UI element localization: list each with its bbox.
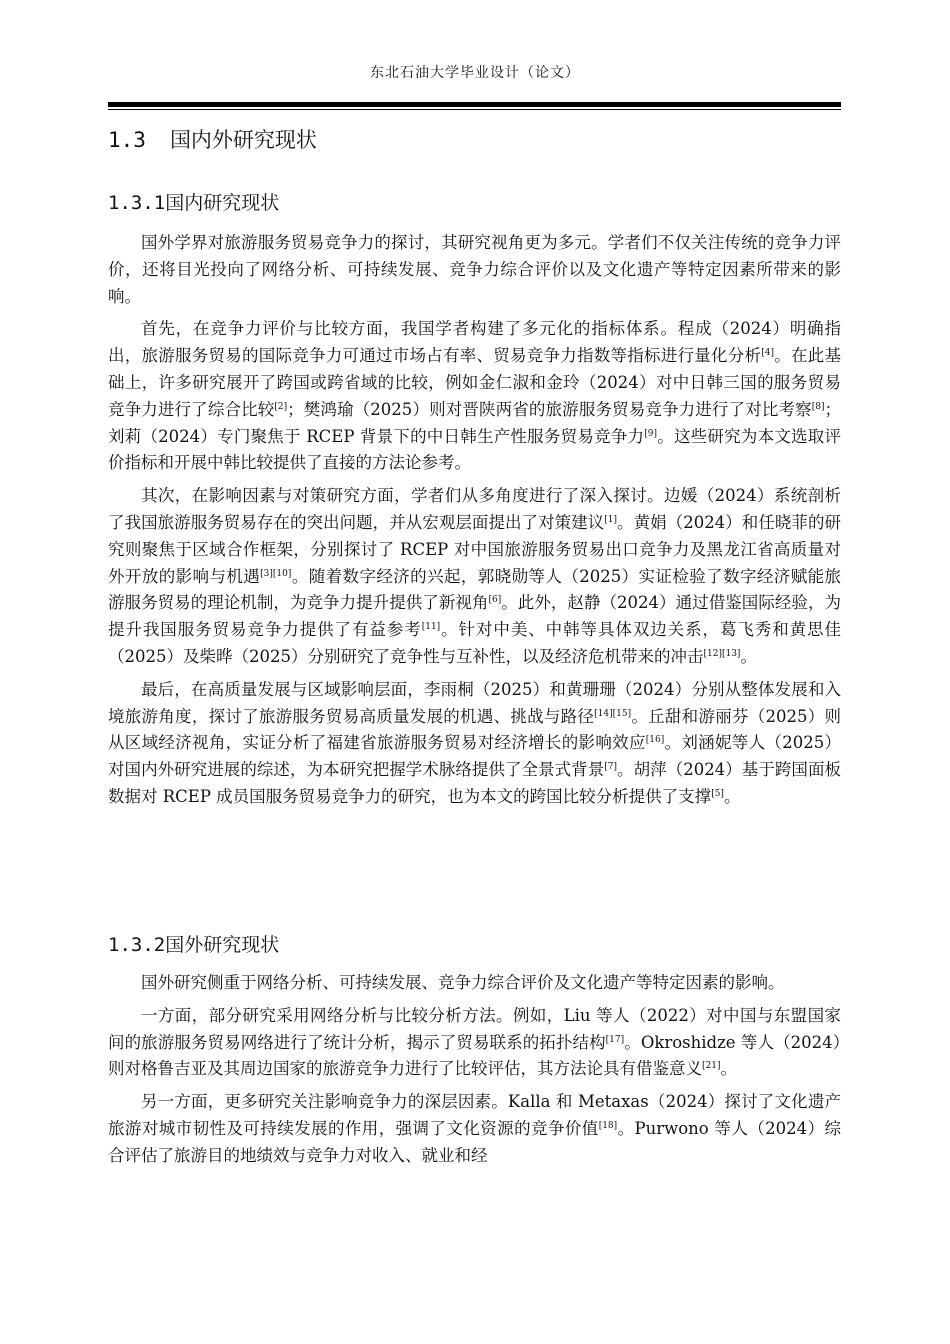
paragraph-text: 。这些研究为本文选取评价指标和开展中韩比较提供了直接的方法论参考。	[108, 426, 841, 473]
header-rule-thick	[108, 102, 841, 107]
citation: [5]	[711, 788, 724, 799]
paragraph-text: 。随着数字经济的兴起，郭晓勋等人（2025）实证检验了数字经济赋能旅游服务贸易的理论机制，为竞争力提升提供了新视角	[108, 566, 842, 613]
subsection-heading-domestic	[108, 188, 279, 215]
foreign-body	[108, 970, 841, 1176]
section-number: 1.3	[108, 128, 146, 152]
subsection-number: 1.3.1	[108, 192, 166, 214]
paragraph-text: 。Purwono 等人（2024）综合评估了旅游目的地绩效与竞争力对收入、就业和经	[108, 1118, 842, 1165]
paragraph-text: 一方面，部分研究采用网络分析与比较分析方法。例如，Liu 等人（2022）对中国与东盟国家间的旅游服务贸易网络进行了统计分析，揭示了贸易联系的拓扑结构	[108, 1005, 841, 1052]
paragraph	[108, 483, 841, 671]
citation: [16]	[645, 735, 665, 746]
running-header: 东北石油大学毕业设计（论文）	[370, 65, 580, 81]
paragraph-text: 。针对中美、中韩等具体双边关系，葛飞秀和黄思佳（2025）及柴晔（2025）分别研究了竞争性与互补性，以及经济危机带来的冲击	[108, 620, 842, 666]
paragraph-text: 。	[740, 646, 757, 666]
citation: [17]	[605, 1034, 625, 1045]
paragraph-text: 首先，在竞争力评价与比较方面，我国学者构建了多元化的指标体系。程成（2024）明确指出，旅游服务贸易的国际竞争力可通过市场占有率、贸易竞争力指数等指标进行量化分析	[108, 319, 841, 366]
citation: [7]	[604, 762, 617, 773]
paragraph-text: 。黄娟（2024）和任晓菲的研究则聚焦于区域合作框架，分别探讨了 RCEP 对中国旅游服务贸易出口竞争力及黑龙江省高质量对外开放的影响与机遇	[108, 512, 841, 586]
paragraph-text: 国外学界对旅游服务贸易竞争力的探讨，其研究视角更为多元。学者们不仅关注传统的竞争力评价，还将目光投向了网络分析、可持续发展、竞争力综合评价以及文化遗产等特定因素所带来的影响。	[108, 233, 841, 306]
paragraph-text: 。丘甜和游丽芬（2025）则从区域经济视角，实证分析了福建省旅游服务贸易对经济增长的影响效应	[108, 706, 842, 753]
citation: [3][10]	[260, 568, 292, 579]
paragraph-text: 。在此基础上，许多研究展开了跨国或跨省域的比较，例如金仁淑和金玲（2024）对中日韩三国的服务贸易竞争力进行了综合比较	[108, 346, 841, 419]
paragraph-text: 国外研究侧重于网络分析、可持续发展、竞争力综合评价及文化遗产等特定因素的影响。	[141, 973, 785, 992]
citation: [21]	[702, 1061, 721, 1072]
paragraph-text: 另一方面，更多研究关注影响竞争力的深层因素。Kalla 和 Metaxas（2024）探讨了文化遗产旅游对城市韧性及可持续发展的作用，强调了文化资源的竞争价值	[108, 1092, 841, 1138]
citation: [9]	[644, 428, 657, 439]
citation: [11]	[421, 622, 441, 633]
subsection-title: 国内研究现状	[165, 192, 280, 214]
domestic-body	[108, 230, 841, 817]
paragraph	[108, 316, 841, 477]
subsection-heading-foreign	[108, 930, 279, 957]
citation: [1]	[604, 514, 617, 525]
paragraph	[108, 970, 841, 997]
paragraph-text: 。刘涵妮等人（2025）对国内外研究进展的综述，为本研究把握学术脉络提供了全景式背景	[108, 733, 842, 780]
citation: [6]	[488, 595, 502, 606]
subsection-number: 1.3.2	[108, 934, 166, 956]
citation: [14][15]	[594, 708, 632, 719]
paragraph-text: 。胡萍（2024）基于跨国面板数据对 RCEP 成员国服务贸易竞争力的研究，也为本文的跨国比较分析提供了支撑	[108, 760, 841, 806]
section-heading	[108, 124, 317, 154]
subsection-title: 国外研究现状	[165, 934, 280, 956]
section-title: 国内外研究现状	[169, 128, 317, 152]
header-rule-thin	[108, 109, 841, 110]
paragraph-text: ；樊鸿瑜（2025）则对晋陕两省的旅游服务贸易竞争力进行了对比考察	[287, 399, 812, 419]
paragraph	[108, 230, 841, 310]
citation: [12][13]	[703, 648, 741, 659]
paragraph	[108, 1089, 841, 1169]
paragraph	[108, 677, 841, 811]
paragraph-text: 。此外，赵静（2024）通过借鉴国际经验，为提升我国服务贸易竞争力提供了有益参考	[108, 593, 842, 640]
paragraph-text: ；刘莉（2024）专门聚焦于 RCEP 背景下的中日韩生产性服务贸易竞争力	[108, 399, 841, 446]
paragraph-text: 。	[723, 786, 741, 806]
paragraph-text: 最后，在高质量发展与区域影响层面，李雨桐（2025）和黄珊珊（2024）分别从整体发展和入境旅游角度，探讨了旅游服务贸易高质量发展的机遇、挑战与路径	[108, 679, 841, 726]
citation: [4]	[761, 348, 774, 359]
paragraph-text: 。Okroshidze 等人（2024）则对格鲁吉亚及其周边国家的旅游竞争力进行了比较评估，其方法论具有借鉴意义	[108, 1032, 842, 1079]
paragraph	[108, 1003, 841, 1083]
citation: [18]	[598, 1120, 618, 1131]
citation: [8]	[811, 401, 825, 412]
citation: [2]	[274, 401, 288, 412]
paragraph-text: 。	[720, 1059, 737, 1079]
paragraph-text: 其次，在影响因素与对策研究方面，学者们从多角度进行了深入探讨。边媛（2024）系统剖析了我国旅游服务贸易存在的突出问题，并从宏观层面提出了对策建议	[108, 486, 841, 532]
